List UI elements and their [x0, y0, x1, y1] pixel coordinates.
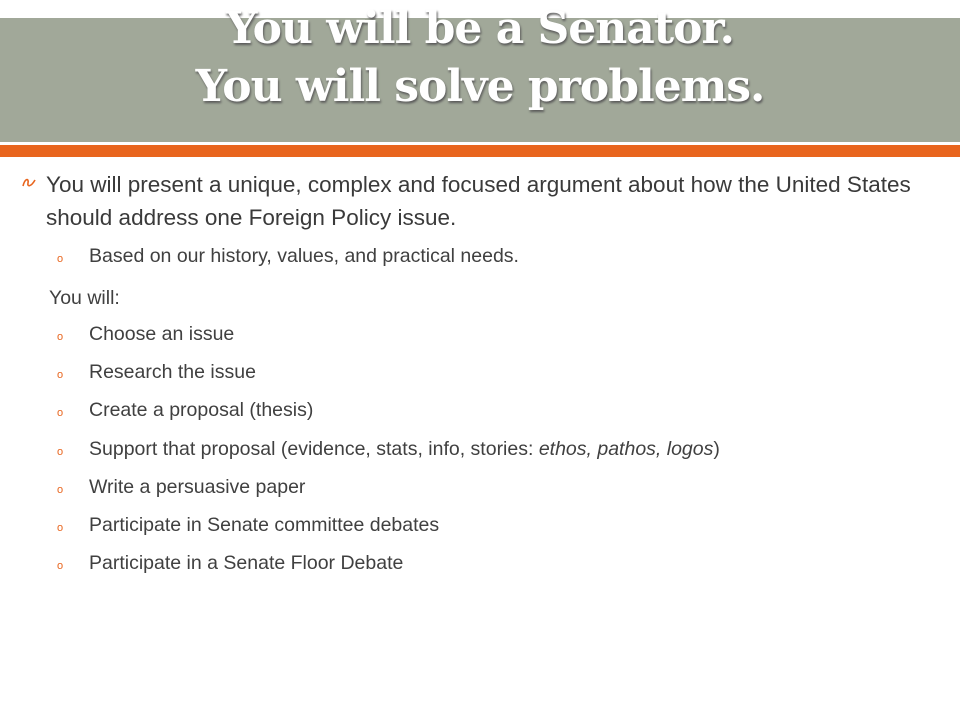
sub-bullet-text: Based on our history, values, and practical needs. — [89, 245, 519, 267]
sub-bullet-marker: o — [57, 252, 64, 265]
sub-bullet-history — [57, 245, 519, 268]
step-text: Write a persuasive paper — [89, 476, 306, 498]
step-text-after: ) — [713, 438, 720, 460]
step-marker: o — [57, 330, 64, 343]
step-text-italic: ethos, pathos, logos — [538, 438, 714, 460]
title-line-1: You will be a Senator. — [226, 3, 734, 54]
step-marker: o — [57, 445, 64, 458]
accent-bar — [0, 145, 960, 157]
intro-line: You will: — [49, 287, 120, 309]
step-marker: o — [57, 483, 64, 496]
step-text: Participate in Senate committee debates — [89, 514, 440, 536]
loop-curl-icon — [22, 174, 36, 190]
step-item — [57, 399, 313, 422]
step-text: Research the issue — [89, 361, 256, 383]
step-marker: o — [57, 521, 64, 534]
step-item — [57, 361, 256, 384]
step-item — [57, 514, 439, 537]
step-text-before: Support that proposal (evidence, stats, info, stories: — [89, 438, 539, 460]
step-item — [57, 476, 305, 499]
step-item — [57, 552, 403, 575]
step-item — [57, 323, 234, 346]
step-text: Create a proposal (thesis) — [89, 399, 314, 421]
step-marker: o — [57, 559, 64, 572]
step-marker: o — [57, 406, 64, 419]
step-text: Choose an issue — [89, 323, 235, 345]
title-line-2: You will solve problems. — [195, 61, 765, 112]
step-marker: o — [57, 368, 64, 381]
step-item — [57, 438, 720, 461]
main-bullet-text: You will present a unique, complex and focused argument about how the United States should address one Foreign Policy issue. — [46, 172, 911, 230]
slide-title — [0, 0, 960, 116]
step-text: Participate in a Senate Floor Debate — [89, 552, 404, 574]
